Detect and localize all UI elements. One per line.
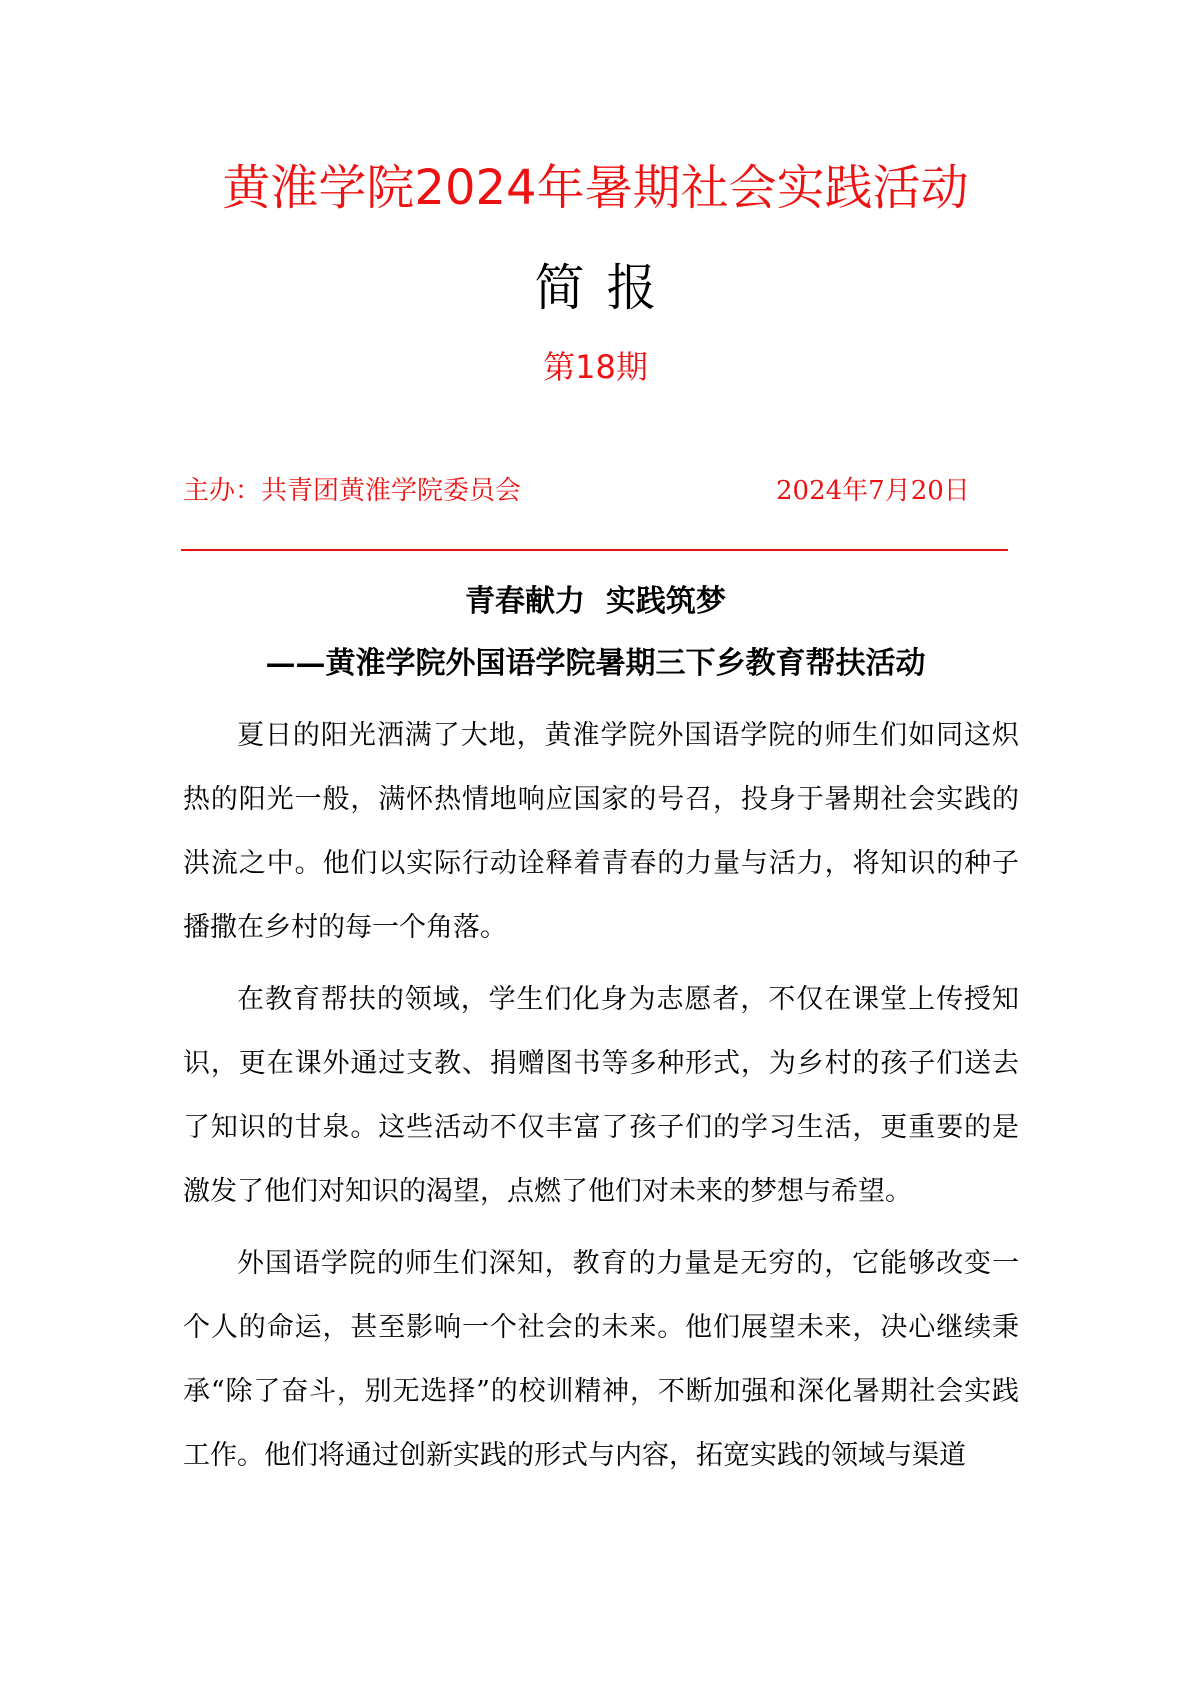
publish-date: 2024年7月20日 [776, 476, 970, 506]
bulletin-title: 黄淮学院2024年暑期社会实践活动 [222, 160, 969, 216]
paragraph: 在教育帮扶的领域，学生们化身为志愿者，不仅在课堂上传授知识，更在课外通过支教、捐赠图书等多种形式，为乡村的孩子们送去了知识的甘泉。这些活动不仅丰富了孩子们的学习生活，更重要的是激发了他们对知识的渴望，点燃了他们对未来的梦想与希望。 [183, 984, 1019, 1207]
sponsor-line: 主办：共青团黄淮学院委员会 [183, 476, 522, 506]
header-divider [181, 549, 1008, 551]
paragraph: 外国语学院的师生们深知，教育的力量是无穷的，它能够改变一个人的命运，甚至影响一个社会的未来。他们展望未来，决心继续秉承“除了奋斗，别无选择”的校训精神，不断加强和深化暑期社会实践工作。他们将通过创新实践的形式与内容，拓宽实践的领域与渠道 [183, 1248, 1019, 1471]
article-title: 青春献力 实践筑梦 [465, 584, 726, 619]
article-body [183, 704, 1019, 1496]
bulletin-type: 简报 [534, 259, 679, 317]
paragraph: 夏日的阳光洒满了大地，黄淮学院外国语学院的师生们如同这炽热的阳光一般，满怀热情地响应国家的号召，投身于暑期社会实践的洪流之中。他们以实际行动诠释着青春的力量与活力，将知识的种子播撒在乡村的每一个角落。 [183, 720, 1019, 943]
article-subtitle: ——黄淮学院外国语学院暑期三下乡教育帮扶活动 [265, 646, 926, 681]
issue-number: 第18期 [543, 348, 648, 386]
